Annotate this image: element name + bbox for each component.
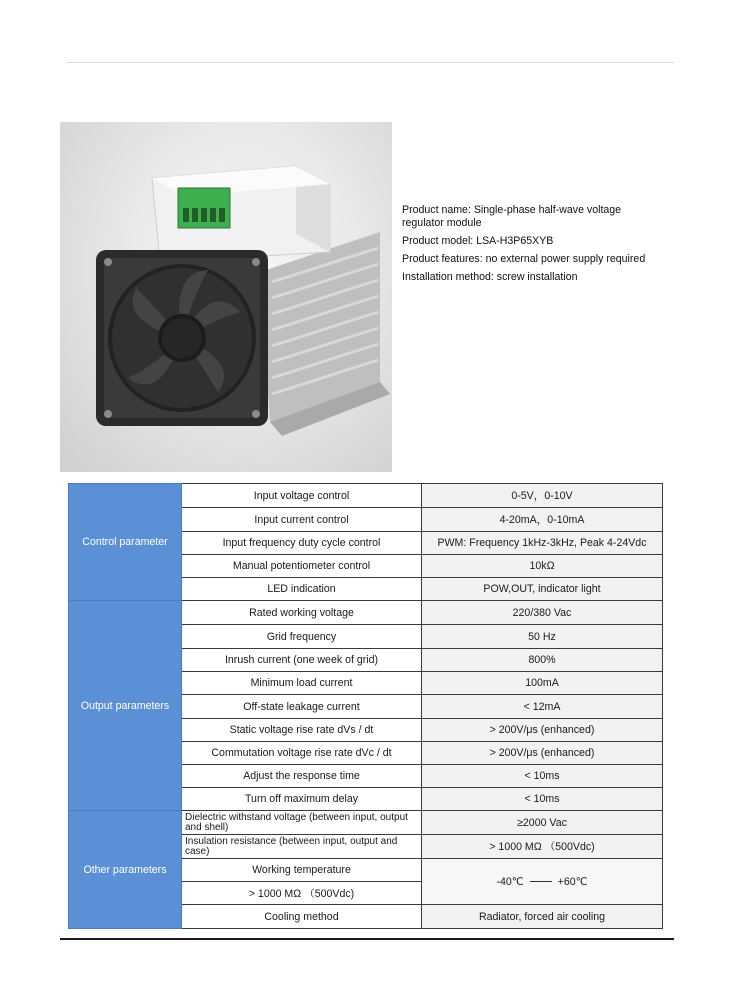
param-name: Input voltage control xyxy=(182,484,422,508)
param-value: Radiator, forced air cooling xyxy=(422,905,663,929)
group-other-parameters: Other parameters xyxy=(69,811,182,929)
temperature-high: +60℃ xyxy=(557,875,588,888)
working-temperature-value xyxy=(422,859,663,905)
param-value: 220/380 Vac xyxy=(422,601,663,625)
product-name-line-1: Product name: Single-phase half-wave voltage xyxy=(402,204,622,216)
param-value: 0-5V，0-10V xyxy=(422,484,663,508)
param-name: Adjust the response time xyxy=(182,765,422,788)
product-image xyxy=(60,122,392,472)
param-name: Insulation resistance (between input, output and case) xyxy=(182,835,422,859)
param-value: POW,OUT, indicator light xyxy=(422,578,663,601)
product-model: Product model: LSA-H3P65XYB xyxy=(402,235,554,247)
param-value: 800% xyxy=(422,649,663,672)
param-name: Turn off maximum delay xyxy=(182,788,422,811)
param-value: > 200V/μs (enhanced) xyxy=(422,742,663,765)
product-info xyxy=(402,204,702,284)
table-row xyxy=(69,811,663,835)
param-name: > 1000 MΩ （500Vdc) xyxy=(182,882,422,905)
param-name: Input frequency duty cycle control xyxy=(182,532,422,555)
param-name: Commutation voltage rise rate dVc / dt xyxy=(182,742,422,765)
param-value: 100mA xyxy=(422,672,663,695)
param-name: Static voltage rise rate dVs / dt xyxy=(182,719,422,742)
bottom-divider xyxy=(60,938,674,940)
param-value: 50 Hz xyxy=(422,625,663,649)
param-name: Grid frequency xyxy=(182,625,422,649)
product-name-line-2: regulator module xyxy=(402,217,482,229)
table-row xyxy=(69,484,663,508)
param-name: Manual potentiometer control xyxy=(182,555,422,578)
param-value: PWM: Frequency 1kHz-3kHz, Peak 4-24Vdc xyxy=(422,532,663,555)
param-value: 10kΩ xyxy=(422,555,663,578)
table-row xyxy=(69,601,663,625)
param-value: < 10ms xyxy=(422,788,663,811)
param-name: Cooling method xyxy=(182,905,422,929)
param-name: Dielectric withstand voltage (between input, output and shell) xyxy=(182,811,422,835)
top-divider xyxy=(66,62,674,63)
param-name: Minimum load current xyxy=(182,672,422,695)
range-dash xyxy=(530,881,552,882)
param-name: Off-state leakage current xyxy=(182,695,422,719)
param-value: > 200V/μs (enhanced) xyxy=(422,719,663,742)
param-value: ≥2000 Vac xyxy=(422,811,663,835)
temperature-low: -40℃ xyxy=(496,875,524,888)
product-features: Product features: no external power supply required xyxy=(402,253,646,265)
installation-method: Installation method: screw installation xyxy=(402,271,578,283)
param-name: Rated working voltage xyxy=(182,601,422,625)
spec-table xyxy=(68,483,663,929)
param-name: LED indication xyxy=(182,578,422,601)
param-name: Inrush current (one week of grid) xyxy=(182,649,422,672)
param-value: > 1000 MΩ （500Vdc) xyxy=(422,835,663,859)
param-value: 4-20mA，0-10mA xyxy=(422,508,663,532)
group-control-parameter: Control parameter xyxy=(69,484,182,601)
param-value: < 12mA xyxy=(422,695,663,719)
param-name: Input current control xyxy=(182,508,422,532)
voltage-regulator-module-illustration xyxy=(60,122,392,472)
param-name: Working temperature xyxy=(182,859,422,882)
group-output-parameters: Output parameters xyxy=(69,601,182,811)
param-value: < 10ms xyxy=(422,765,663,788)
